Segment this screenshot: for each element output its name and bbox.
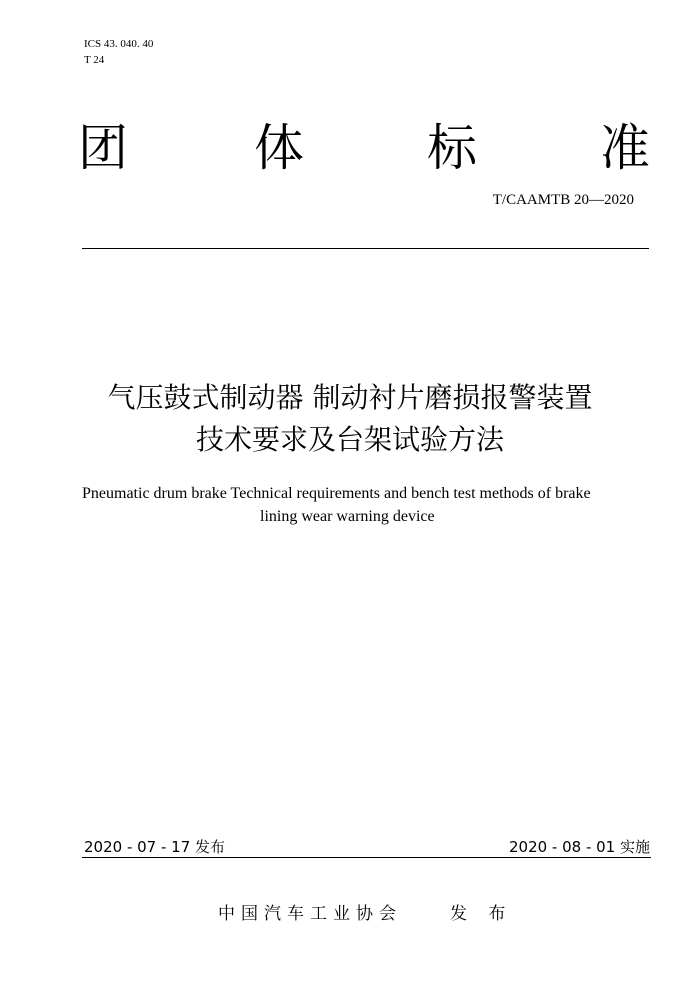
- standard-number: T/CAAMTB 20—2020: [492, 192, 634, 208]
- classification-code: T 24: [84, 54, 105, 66]
- chinese-title-line-1: 气压鼓式制动器 制动衬片磨损报警装置: [107, 381, 593, 414]
- ics-code: ICS 43. 040. 40: [84, 38, 154, 50]
- top-divider: [82, 248, 649, 249]
- document-type-title: [78, 118, 652, 180]
- release-date: 2020 - 07 - 17 发布: [84, 838, 226, 856]
- bottom-divider: [82, 857, 651, 858]
- title-char-4: 准: [600, 119, 650, 177]
- publisher-name: 中国汽车工业协会: [218, 904, 402, 924]
- title-char-3: 标: [427, 119, 477, 177]
- effective-date: 2020 - 08 - 01 实施: [508, 838, 650, 856]
- title-char-1: 团: [78, 119, 128, 177]
- english-title-line-2: lining wear warning device: [260, 508, 435, 525]
- publish-label: 发 布: [450, 904, 514, 924]
- title-char-2: 体: [254, 119, 304, 177]
- english-title-line-1: Pneumatic drum brake Technical requirements and bench test methods of brake: [82, 485, 591, 502]
- chinese-title-line-2: 技术要求及台架试验方法: [195, 423, 504, 456]
